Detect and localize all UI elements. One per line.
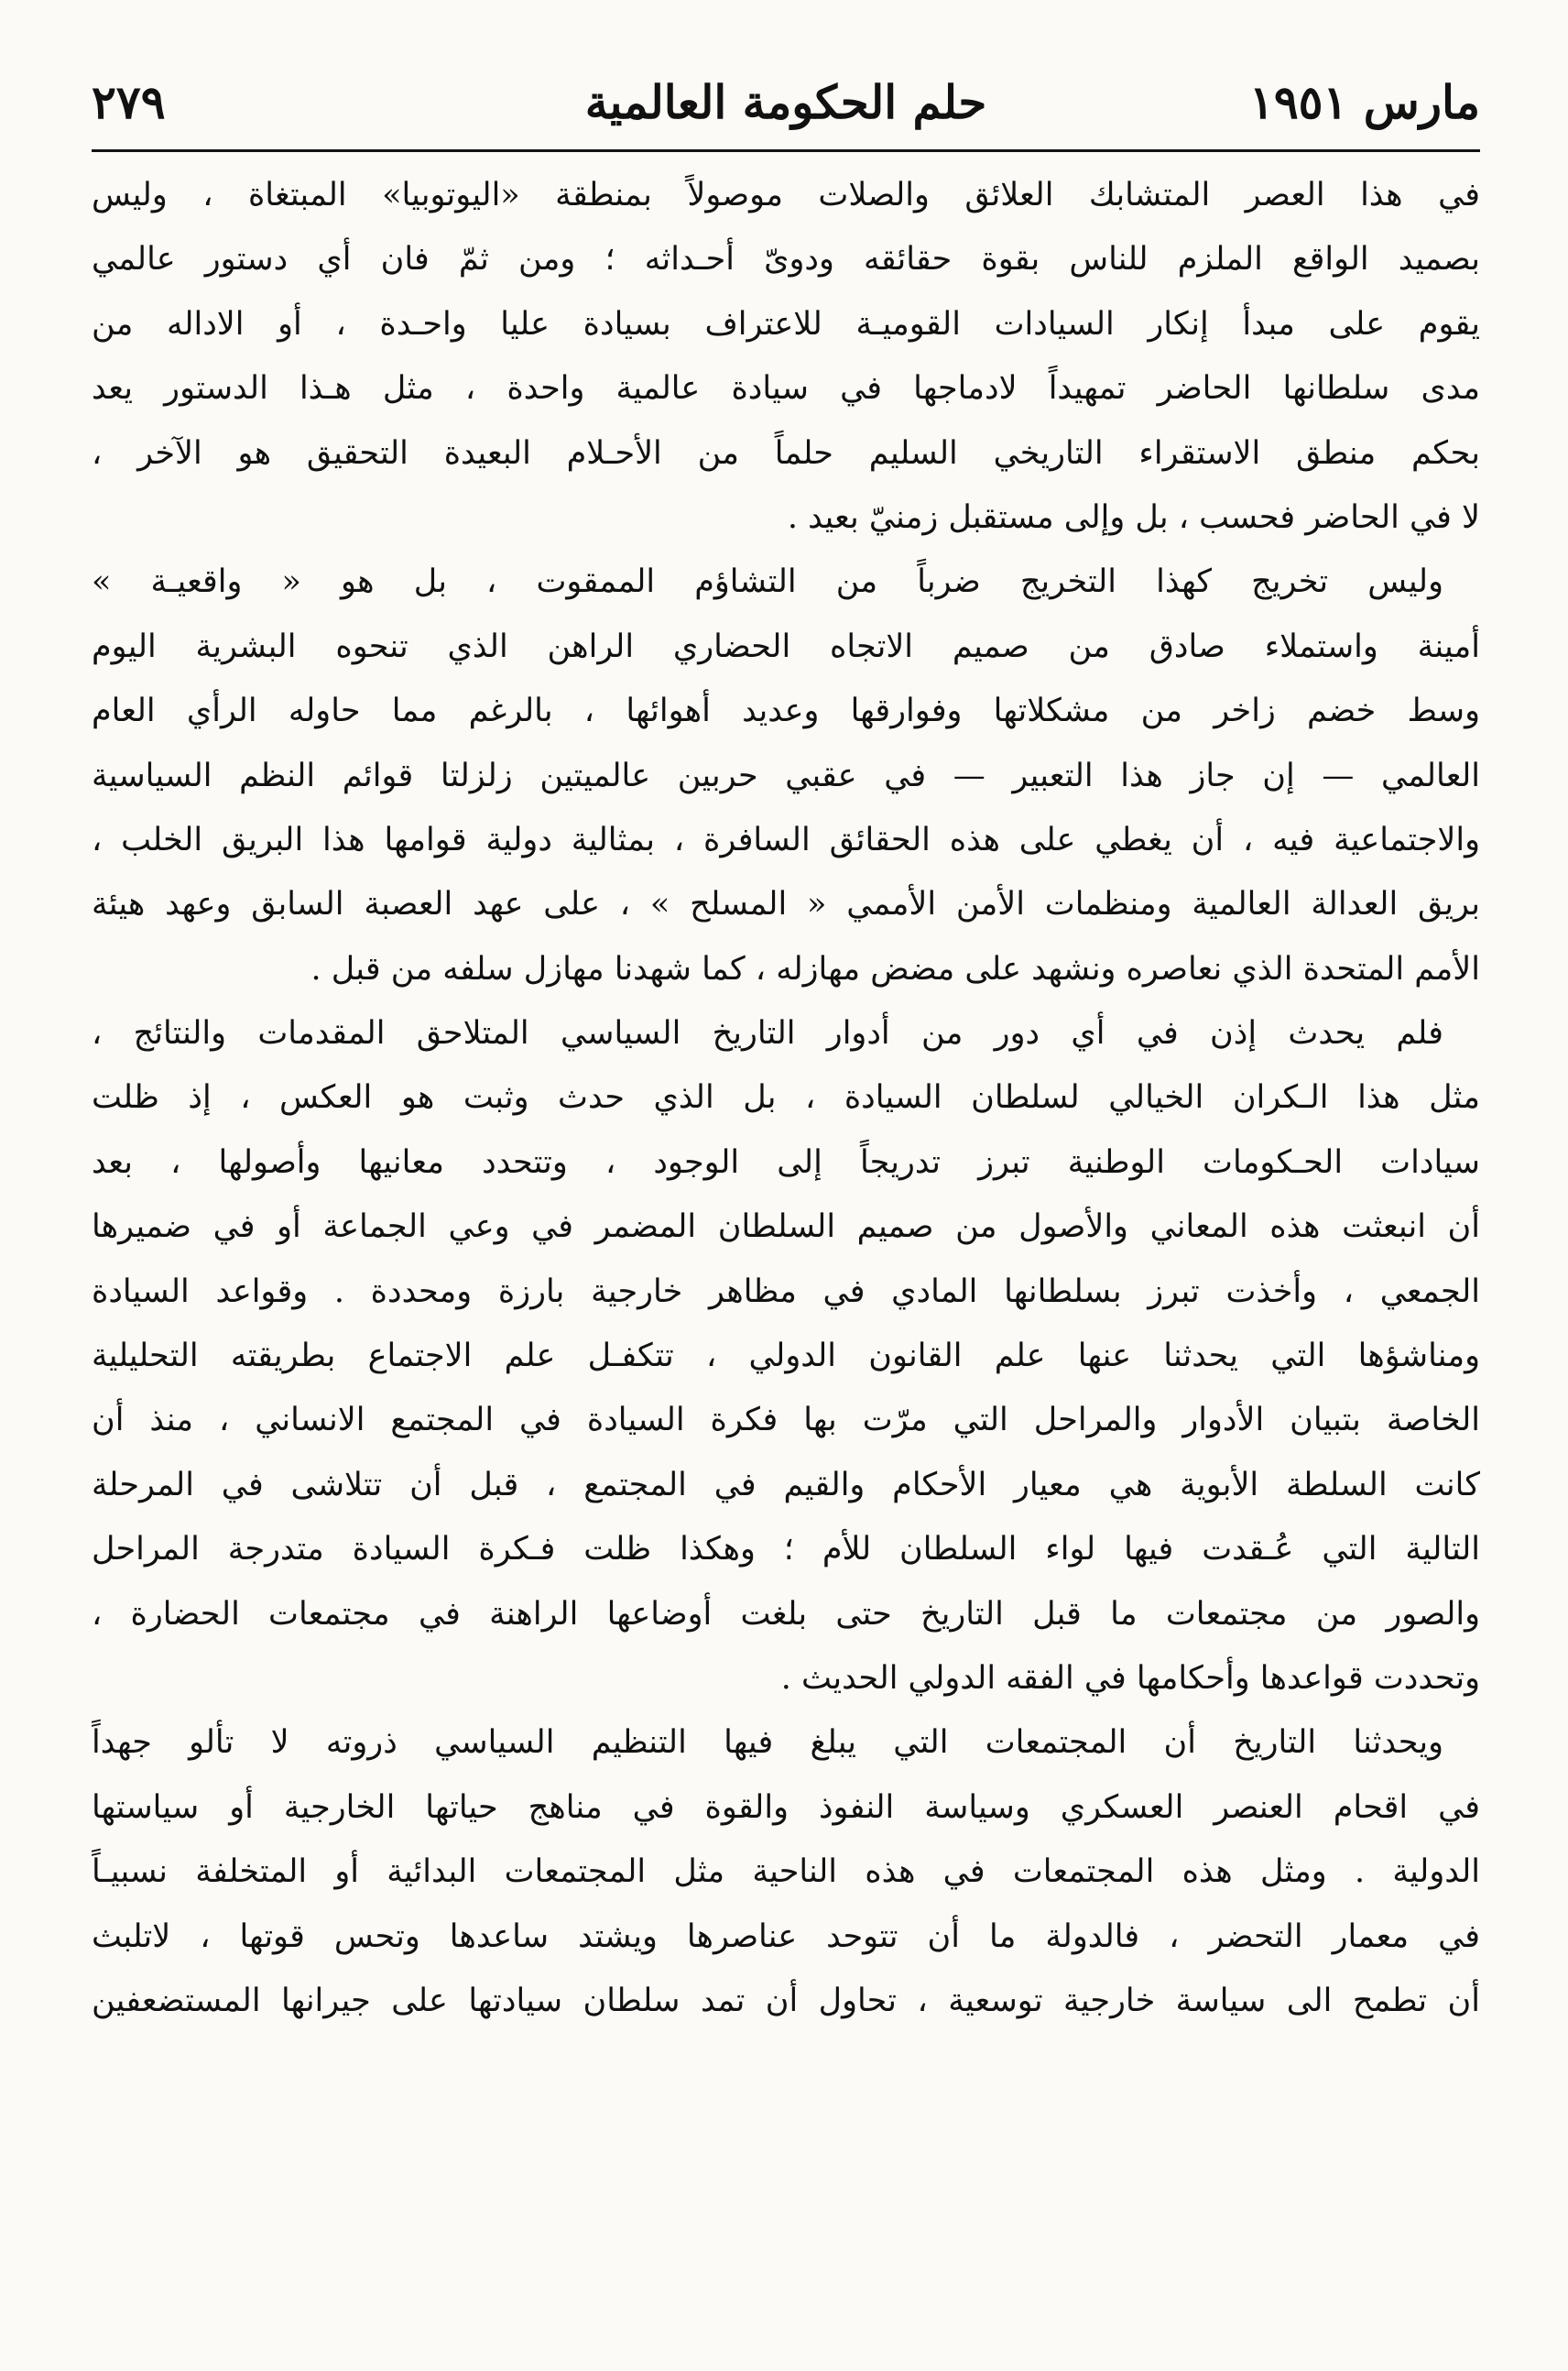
text-line: التالية التي عُـقدت فيها لواء السلطان للأم ؛ وهكذا ظلت فـكرة السيادة متدرجة المراحل [92, 1531, 1480, 1568]
page-number: ٢٧٩ [92, 75, 166, 129]
text-line: مدى سلطانها الحاضر تمهيداً لادماجها في سيادة عالمية واحدة ، مثل هـذا الدستور يعد [92, 370, 1480, 408]
text-line: أن انبعثت هذه المعاني والأصول من صميم السلطان المضمر في وعي الجماعة أو في ضميرها [92, 1208, 1480, 1246]
text-line: الخاصة بتبيان الأدوار والمراحل التي مرّت بها فكرة السيادة في المجتمع الانساني ، منذ أن [92, 1402, 1480, 1439]
text-line: أن تطمح الى سياسة خارجية توسعية ، تحاول أن تمد سلطان سيادتها على جيرانها المستضعفين [92, 1982, 1480, 2019]
text-line: ومناشؤها التي يحدثنا عنها علم القانون الدولي ، تتكفـل علم الاجتماع بطريقته التحليلية [92, 1338, 1480, 1375]
text-line: وتحددت قواعدها وأحكامها في الفقه الدولي الحديث . [780, 1659, 1480, 1697]
text-line: العالمي — إن جاز هذا التعبير — في عقبي حربين عالميتين زلزلتا قوائم النظم السياسية [92, 757, 1480, 794]
text-line: في هذا العصر المتشابك العلائق والصلات موصولاً بمنطقة «اليوتوبيا» المبتغاة ، وليس [92, 177, 1480, 213]
text-line: يقوم على مبدأ إنكار السيادات القوميـة للاعتراف بسيادة عليا واحـدة ، أو الاداله من [92, 305, 1480, 343]
text-line: كانت السلطة الأبوية هي معيار الأحكام والقيم في المجتمع ، قبل أن تتلاشى في المرحلة [92, 1466, 1480, 1503]
text-line: ويحدثنا التاريخ أن المجتمعات التي يبلغ فيها التنظيم السياسي ذروته لا تألو جهداً [92, 1724, 1443, 1762]
text-line: أمينة واستملاء صادق من صميم الاتجاه الحضاري الراهن الذي تنحوه البشرية اليوم [92, 628, 1480, 665]
text-line: مثل هذا الـكران الخيالي لسلطان السيادة ، بل الذي حدث وثبت هو العكس ، إذ ظلت [92, 1079, 1480, 1117]
text-line: بصميد الواقع الملزم للناس بقوة حقائقه ودوىّ أحـداثه ؛ ومن ثمّ فان أي دستور عالمي [92, 241, 1480, 279]
running-header [92, 57, 1480, 148]
text-line: الدولية . ومثل هذه المجتمعات في هذه الناحية مثل المجتمعات البدائية أو المتخلفة نسبيـاً [92, 1853, 1480, 1891]
text-line: في اقحام العنصر العسكري وسياسة النفوذ والقوة في مناهج حياتها الخارجية أو سياستها [92, 1788, 1480, 1826]
text-line: سيادات الحـكومات الوطنية تبرز تدريجاً إلى الوجود ، وتتحدد معانيها وأصولها ، بعد [92, 1143, 1480, 1181]
text-line: بريق العدالة العالمية ومنظمات الأمن الأممي « المسلح » ، على عهد العصبة السابق وعهد هيئة [92, 886, 1480, 923]
running-title: حلم الحكومة العالمية [584, 75, 987, 129]
text-line: الجمعي ، وأخذت تبرز بسلطانها المادي في مظاهر خارجية بارزة ومحددة . وقواعد السيادة [92, 1273, 1480, 1310]
text-line: وليس تخريج كهذا التخريج ضرباً من التشاؤم الممقوت ، بل هو « واقعيـة » [92, 563, 1443, 601]
header-rule [92, 149, 1480, 152]
text-line: والاجتماعية فيه ، أن يغطي على هذه الحقائق السافرة ، بمثالية دولية قوامها هذا البريق الخلب ، [92, 821, 1480, 858]
text-line: وسط خضم زاخر من مشكلاتها وفوارقها وعديد أهوائها ، بالرغم مما حاوله الرأي العام [92, 693, 1480, 730]
text-line: بحكم منطق الاستقراء التاريخي السليم حلماً من الأحـلام البعيدة التحقيق هو الآخر ، [92, 434, 1480, 472]
body-text [92, 163, 1480, 2033]
text-line: في معمار التحضر ، فالدولة ما أن تتوحد عناصرها ويشتد ساعدها وتحس قوتها ، لاتلبث [92, 1918, 1480, 1955]
text-line: فلم يحدث إذن في أي دور من أدوار التاريخ السياسي المتلاحق المقدمات والنتائج ، [92, 1015, 1443, 1053]
text-line: والصور من مجتمعات ما قبل التاريخ حتى بلغت أوضاعها الراهنة في مجتمعات الحضارة ، [92, 1595, 1480, 1633]
issue-date: مارس ١٩٥١ [1248, 75, 1480, 129]
text-line: الأمم المتحدة الذي نعاصره ونشهد على مضض مهازله ، كما شهدنا مهازل سلفه من قبل . [310, 950, 1480, 988]
text-line: لا في الحاضر فحسب ، بل وإلى مستقبل زمنيّ بعيد . [787, 498, 1480, 536]
